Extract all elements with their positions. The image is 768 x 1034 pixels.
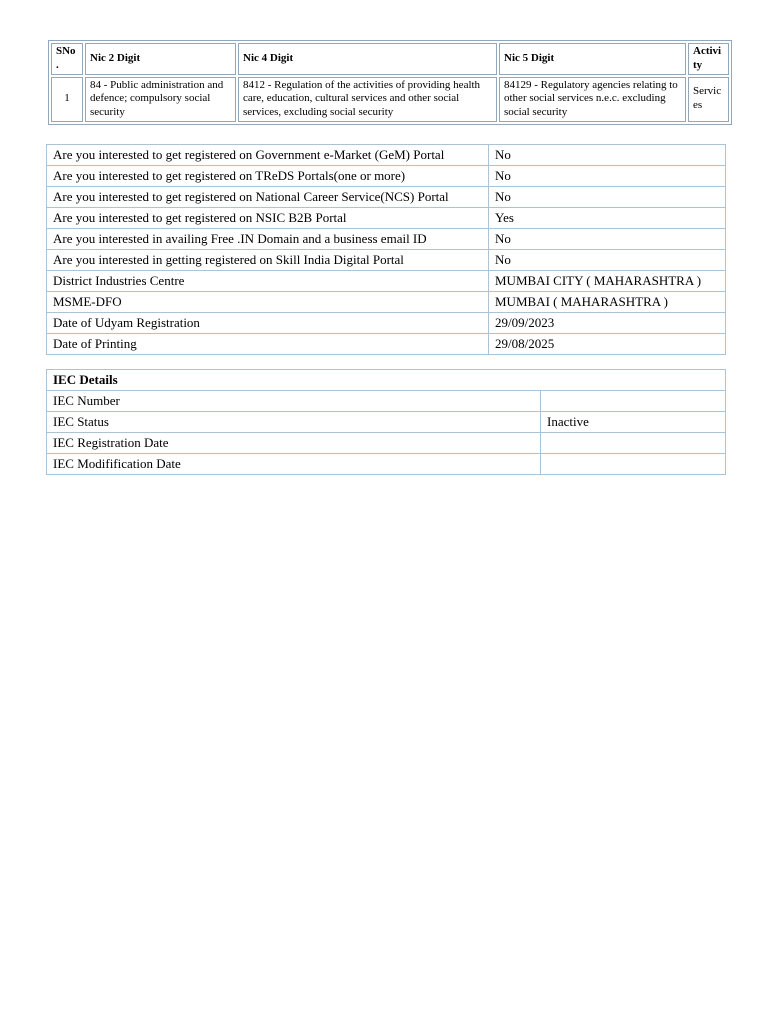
table-row <box>47 312 726 333</box>
iec-details-table <box>46 369 726 475</box>
nic-header-nic4: Nic 4 Digit <box>238 43 497 75</box>
question-label: Are you interested to get registered on Government e-Market (GeM) Portal <box>47 144 489 165</box>
table-row <box>47 270 726 291</box>
iec-value <box>541 453 726 474</box>
nic-cell-sno: 1 <box>51 77 83 122</box>
table-row <box>47 453 726 474</box>
iec-label: IEC Registration Date <box>47 432 541 453</box>
info-label: Date of Printing <box>47 333 489 354</box>
info-value: 29/08/2025 <box>489 333 726 354</box>
table-row <box>47 333 726 354</box>
question-label: Are you interested to get registered on TReDS Portals(one or more) <box>47 165 489 186</box>
nic-table-row <box>51 77 729 122</box>
iec-section-title: IEC Details <box>47 369 726 390</box>
iec-label: IEC Status <box>47 411 541 432</box>
table-row <box>47 165 726 186</box>
question-label: Are you interested in availing Free .IN Domain and a business email ID <box>47 228 489 249</box>
info-label: District Industries Centre <box>47 270 489 291</box>
info-label: Date of Udyam Registration <box>47 312 489 333</box>
nic-cell-nic2: 84 - Public administration and defence; compulsory social security <box>85 77 236 122</box>
iec-value <box>541 432 726 453</box>
table-row <box>47 390 726 411</box>
info-value: MUMBAI CITY ( MAHARASHTRA ) <box>489 270 726 291</box>
question-label: Are you interested to get registered on National Career Service(NCS) Portal <box>47 186 489 207</box>
question-value: No <box>489 228 726 249</box>
nic-classification-table <box>48 40 732 125</box>
table-row <box>47 186 726 207</box>
table-row <box>47 432 726 453</box>
iec-value: Inactive <box>541 411 726 432</box>
nic-header-activity: Activity <box>688 43 729 75</box>
info-value: 29/09/2023 <box>489 312 726 333</box>
question-value: Yes <box>489 207 726 228</box>
iec-label: IEC Number <box>47 390 541 411</box>
iec-value <box>541 390 726 411</box>
table-row <box>47 411 726 432</box>
question-label: Are you interested to get registered on NSIC B2B Portal <box>47 207 489 228</box>
document-page <box>0 40 768 1034</box>
info-label: MSME-DFO <box>47 291 489 312</box>
table-row <box>47 207 726 228</box>
nic-header-nic5: Nic 5 Digit <box>499 43 686 75</box>
nic-header-nic2: Nic 2 Digit <box>85 43 236 75</box>
question-label: Are you interested in getting registered on Skill India Digital Portal <box>47 249 489 270</box>
table-row <box>47 144 726 165</box>
nic-table-header-row <box>51 43 729 75</box>
question-value: No <box>489 249 726 270</box>
question-value: No <box>489 144 726 165</box>
table-row <box>47 291 726 312</box>
nic-cell-activity: Services <box>688 77 729 122</box>
nic-header-sno: SNo. <box>51 43 83 75</box>
table-row <box>47 249 726 270</box>
iec-title-row <box>47 369 726 390</box>
registration-info-table <box>46 144 726 355</box>
info-value: MUMBAI ( MAHARASHTRA ) <box>489 291 726 312</box>
iec-label: IEC Modifification Date <box>47 453 541 474</box>
nic-cell-nic5: 84129 - Regulatory agencies relating to other social services n.e.c. excluding social security <box>499 77 686 122</box>
question-value: No <box>489 186 726 207</box>
question-value: No <box>489 165 726 186</box>
nic-cell-nic4: 8412 - Regulation of the activities of providing health care, education, cultural services and other social services, excluding social security <box>238 77 497 122</box>
table-row <box>47 228 726 249</box>
